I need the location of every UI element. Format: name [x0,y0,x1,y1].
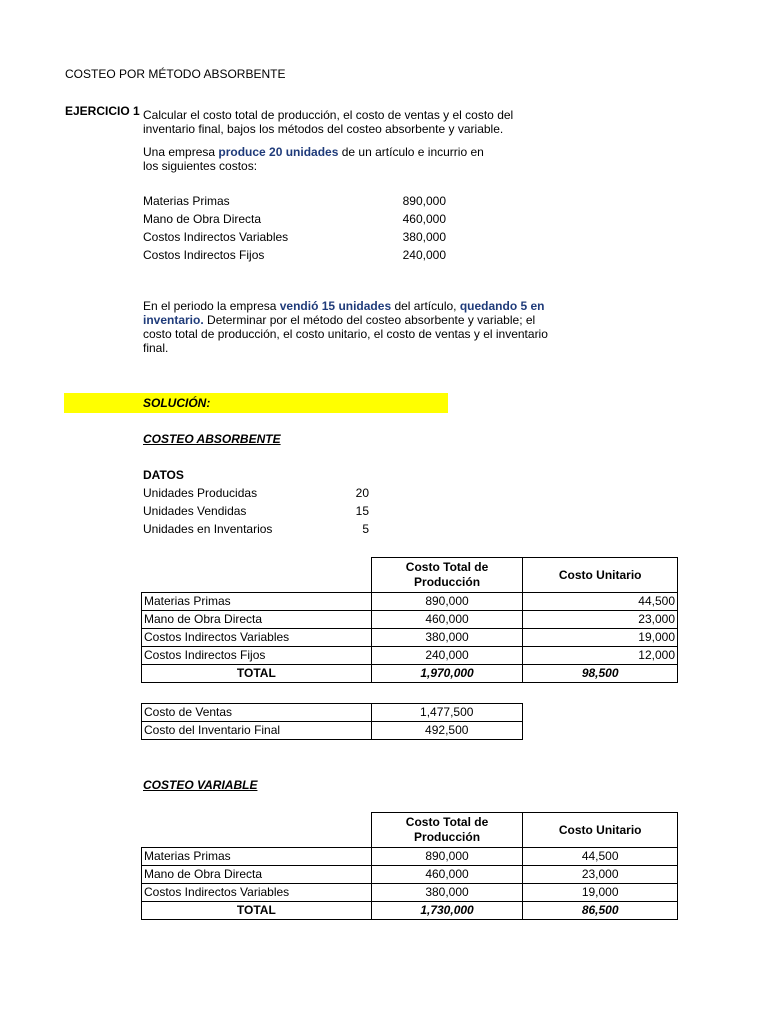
row-label: Costos Indirectos Fijos [142,647,372,665]
p3-highlight-inventory: inventario. [143,313,204,327]
total-unit: 86,500 [523,902,678,920]
row-total: 460,000 [371,866,523,884]
exercise-text-line-1: Calcular el costo total de producción, el costo de ventas y el costo del [143,108,514,122]
exercise-paragraph-2-line-2: los siguientes costos: [143,159,258,173]
p2-part-a: Una empresa [143,145,219,159]
row-unit: 23,000 [523,611,678,629]
datos-value: 20 [355,486,369,500]
total-unit: 98,500 [523,665,678,683]
table-header-row [142,558,678,593]
table-row [142,611,678,629]
cost-value: 380,000 [402,230,446,244]
total-label: TOTAL [142,902,372,920]
datos-value: 15 [355,504,369,518]
header-costo-unitario: Costo Unitario [523,558,678,593]
p2-highlight-produce: produce 20 unidades [218,145,339,159]
row-total: 890,000 [371,593,523,611]
header-costo-unitario: Costo Unitario [523,813,678,848]
header-costo-total: Costo Total de Producción [371,558,523,593]
datos-value: 5 [362,522,369,536]
row-unit: 19,000 [523,629,678,647]
cost-label: Mano de Obra Directa [143,212,262,226]
p3-highlight-sold: vendió 15 unidades [279,299,392,313]
solution-highlight-band [64,393,448,413]
row-label: Costo del Inventario Final [142,722,372,740]
table-row [142,722,523,740]
datos-label: DATOS [143,468,184,482]
total-value: 1,970,000 [371,665,523,683]
row-label: Materias Primas [142,848,372,866]
cost-value: 460,000 [402,212,446,226]
total-value: 1,730,000 [371,902,523,920]
row-total: 240,000 [371,647,523,665]
solution-label: SOLUCIÓN: [143,396,211,410]
row-unit: 44,500 [523,593,678,611]
exercise-label: EJERCICIO 1 [65,104,140,118]
table-row [142,704,523,722]
exercise-paragraph-3-line-3: costo total de producción, el costo unitario, el costo de ventas y el inventario [143,327,548,341]
datos-label-item: Unidades en Inventarios [143,522,273,536]
costeo-absorbente-title: COSTEO ABSORBENTE [143,432,281,446]
row-label: Costos Indirectos Variables [142,629,372,647]
exercise-paragraph-3-line-2 [143,313,535,327]
p3-line2-rest: Determinar por el método del costeo absorbente y variable; el [203,313,536,327]
row-total: 380,000 [371,884,523,902]
table-row [142,647,678,665]
p3-part-a: En el periodo la empresa [143,299,280,313]
cost-label: Costos Indirectos Variables [143,230,289,244]
table-row [142,866,678,884]
variable-cost-table [141,812,678,920]
row-label: Costos Indirectos Variables [142,884,372,902]
row-total: 380,000 [371,629,523,647]
total-label: TOTAL [142,665,372,683]
row-unit: 19,000 [523,884,678,902]
costeo-variable-title: COSTEO VARIABLE [143,778,258,792]
table-header-empty [142,813,372,848]
cost-value: 890,000 [402,194,446,208]
p2-part-c: de un artículo e incurrio en [338,145,484,159]
row-total: 460,000 [371,611,523,629]
table-row [142,848,678,866]
ventas-inventario-table [141,703,523,740]
row-unit: 44,500 [523,848,678,866]
exercise-text-line-2: inventario final, bajos los métodos del costeo absorbente y variable. [143,122,504,136]
row-label: Mano de Obra Directa [142,866,372,884]
row-unit: 23,000 [523,866,678,884]
absorbente-cost-table [141,557,678,683]
datos-label-item: Unidades Producidas [143,486,258,500]
p3-part-c: del artículo, [391,299,460,313]
cost-value: 240,000 [402,248,446,262]
p3-highlight-remaining: quedando 5 en [459,299,545,313]
page-title: COSTEO POR MÉTODO ABSORBENTE [65,67,286,81]
table-header-empty [142,558,372,593]
table-header-row [142,813,678,848]
row-total: 890,000 [371,848,523,866]
datos-label-item: Unidades Vendidas [143,504,247,518]
table-total-row [142,902,678,920]
exercise-paragraph-3-line-4: final. [143,341,169,355]
row-label: Materias Primas [142,593,372,611]
table-row [142,629,678,647]
cost-label: Materias Primas [143,194,230,208]
table-total-row [142,665,678,683]
table-row [142,884,678,902]
row-label: Costo de Ventas [142,704,372,722]
exercise-paragraph-3 [143,299,545,313]
header-costo-total: Costo Total de Producción [371,813,523,848]
table-row [142,593,678,611]
row-label: Mano de Obra Directa [142,611,372,629]
row-value: 492,500 [371,722,523,740]
row-unit: 12,000 [523,647,678,665]
exercise-paragraph-2 [143,145,484,159]
row-value: 1,477,500 [371,704,523,722]
cost-label: Costos Indirectos Fijos [143,248,265,262]
